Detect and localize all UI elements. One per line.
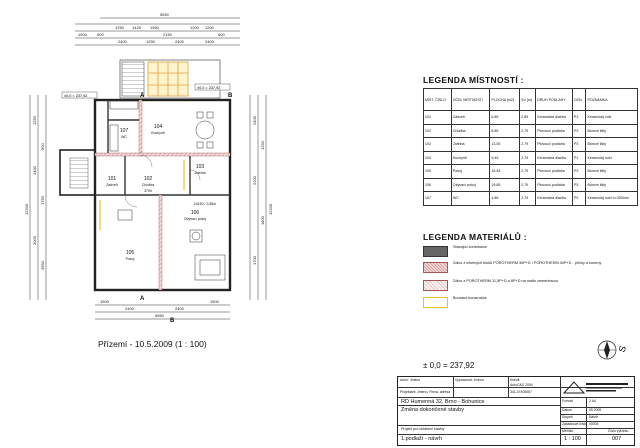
table-cell: 2,79: [520, 124, 536, 138]
table-cell: 2,79: [520, 192, 536, 206]
table-cell: 4,85: [490, 192, 520, 206]
table-cell: 8,85: [490, 124, 520, 138]
room-label-101: 101: [107, 176, 117, 182]
svg-text:B: B: [228, 93, 233, 99]
table-cell: 2,79: [520, 165, 536, 179]
address-label: Projektant: Jméno, Firma, adresa: [400, 390, 451, 394]
table-cell: 106: [424, 178, 452, 192]
room-label-107: 107: [119, 128, 129, 134]
dimension-texts-right: [252, 115, 273, 265]
job-number-value: 00004: [589, 422, 599, 426]
table-cell: Pokoj: [451, 165, 489, 179]
table-cell: Borové lišty: [586, 124, 638, 138]
swatch-demolished: [423, 297, 448, 308]
room-name-102: Chodba: [141, 183, 155, 187]
phone-label: 341-07405067: [510, 390, 532, 394]
col-note: POZNÁMKA: [586, 89, 638, 111]
svg-text:1550: 1550: [150, 25, 159, 30]
svg-text:12200: 12200: [268, 203, 273, 215]
svg-text:3550: 3550: [40, 261, 45, 270]
table-cell: P2: [572, 192, 585, 206]
table-cell: Keramický sokl h=300mm: [586, 192, 638, 206]
door-swings: [125, 155, 200, 207]
table-cell: 2,85: [520, 111, 536, 125]
svg-text:2400: 2400: [118, 39, 127, 44]
job-number-label: Zakázkové číslo: [562, 422, 587, 426]
col-number: MÍST. ČÍSLO: [424, 89, 452, 111]
svg-text:1500: 1500: [100, 299, 109, 304]
table-cell: Keramická dlažba: [536, 151, 573, 165]
col-area: PLOCHA [m2]: [490, 89, 520, 111]
living-furniture: [118, 210, 225, 280]
table-cell: 104: [424, 151, 452, 165]
interior-walls: [95, 100, 230, 290]
svg-text:900: 900: [40, 143, 45, 150]
svg-text:1500: 1500: [78, 32, 87, 37]
svg-text:1250: 1250: [146, 39, 155, 44]
room-name-103: Jídelna: [194, 171, 206, 175]
scale-value: 1 : 100: [564, 436, 581, 442]
material-label: Stávající konstrukce: [453, 245, 487, 249]
room-label-102: 102: [143, 176, 153, 182]
table-cell: 105: [424, 165, 452, 179]
checked-label: Kreslil:: [510, 378, 521, 382]
sheet-title: 1.podlaží - návrh: [401, 436, 442, 442]
svg-text:1400: 1400: [32, 166, 37, 175]
dimension-texts-top: [78, 12, 225, 44]
title-block: [397, 376, 635, 446]
swatch-porotherm: [423, 262, 448, 273]
room-name-101: Zádveří: [106, 183, 118, 187]
table-cell: Plovoucí podlaha: [536, 178, 573, 192]
author-label: Autor: Jméno: [400, 378, 421, 382]
stage-value: Návrh: [589, 415, 599, 419]
svg-text:A: A: [140, 93, 145, 99]
room-name-106: Obývací pokoj: [183, 217, 207, 221]
svg-text:2150: 2150: [163, 32, 172, 37]
entrance-steps: [70, 158, 88, 188]
table-cell: P3: [572, 178, 585, 192]
project-subtitle: Změna dokončené stavby: [401, 407, 464, 413]
north-arrow-icon: [595, 335, 631, 365]
table-cell: 19,85: [490, 178, 520, 192]
svg-text:5550: 5550: [155, 313, 164, 318]
table-cell: P3: [572, 124, 585, 138]
col-floor: DRUH PODLAHY: [536, 89, 573, 111]
table-cell: 103: [424, 138, 452, 152]
svg-text:2400: 2400: [175, 306, 184, 311]
svg-text:1750: 1750: [40, 196, 45, 205]
svg-text:S: S: [616, 344, 629, 354]
sheet-number-value: 007: [612, 436, 622, 442]
table-cell: 2,79: [520, 138, 536, 152]
table-cell: Borové lišty: [586, 165, 638, 179]
svg-text:5550: 5550: [160, 12, 169, 17]
svg-text:B: B: [170, 318, 175, 324]
table-cell: Plovoucí podlaha: [536, 165, 573, 179]
stage-label: Stupeň: [562, 415, 573, 419]
table-cell: Zádveří: [451, 111, 489, 125]
svg-text:900: 900: [97, 32, 104, 37]
stairs-exterior: [122, 62, 144, 96]
table-row: [424, 111, 638, 125]
table-header-row: [424, 89, 638, 111]
format-value: 2 A4: [589, 399, 596, 403]
col-height: SV [m]: [520, 89, 536, 111]
svg-text:1250: 1250: [32, 116, 37, 125]
date-value: 05.2009: [589, 408, 602, 412]
table-cell: 13,05: [490, 138, 520, 152]
rooms-legend-table: [423, 88, 638, 206]
terrace-grid-yellow: [148, 62, 188, 96]
table-cell: P1: [572, 151, 585, 165]
room-label-103: 103: [195, 164, 205, 170]
svg-text:1425: 1425: [132, 25, 141, 30]
svg-text:1250: 1250: [115, 25, 124, 30]
swatch-partition: [423, 280, 448, 291]
table-cell: Borové lišty: [586, 178, 638, 192]
table-cell: Plovoucí podlaha: [536, 124, 573, 138]
svg-text:1200: 1200: [190, 25, 199, 30]
table-cell: Borové lišty: [586, 138, 638, 152]
swatch-existing: [423, 246, 448, 257]
svg-text:1500: 1500: [210, 299, 219, 304]
table-cell: Kuchyně: [451, 151, 489, 165]
room-name-105: Pokoj: [125, 257, 135, 261]
table-cell: Jídelna: [451, 138, 489, 152]
room-dim-102: 3700: [144, 189, 152, 193]
svg-text:600: 600: [218, 32, 225, 37]
svg-text:1800: 1800: [260, 216, 265, 225]
table-cell: P1: [572, 111, 585, 125]
material-label: Bourané konstrukce: [453, 296, 487, 300]
table-cell: P3: [572, 138, 585, 152]
dimension-texts-left: [24, 115, 45, 270]
table-cell: Keramický sokl: [586, 151, 638, 165]
table-row: [424, 138, 638, 152]
project-stage: Projekt pro ohlášení stavby: [401, 427, 445, 431]
dimension-texts-bottom: [100, 299, 220, 318]
legend-rooms-title: LEGENDA MÍSTNOSTÍ :: [423, 75, 524, 85]
level-note: ± 0,0 = 237,92: [423, 361, 475, 370]
svg-text:2400: 2400: [125, 306, 134, 311]
legend-materials-title: LEGENDA MATERIÁLŮ :: [423, 232, 527, 242]
room-label-104: 104: [153, 124, 163, 130]
svg-text:A: A: [140, 296, 145, 302]
room-name-104: Kuchyně: [151, 131, 165, 135]
svg-text:3000: 3000: [32, 236, 37, 245]
company-logo: [562, 379, 632, 395]
table-row: [424, 165, 638, 179]
project-name: RD Humenná 32, Brno - Bohunice: [401, 399, 485, 405]
material-label: Zdivo z POROTHERM 11,5P+D a 8P+D na maltu cementovou: [453, 279, 558, 283]
table-row: [424, 192, 638, 206]
svg-text:2200: 2200: [252, 176, 257, 185]
svg-text:±0,0 = 237,92: ±0,0 = 237,92: [64, 94, 88, 98]
table-cell: P3: [572, 165, 585, 179]
room-name-107: WC: [121, 135, 127, 139]
svg-text:±0,0 = 237,92: ±0,0 = 237,92: [197, 86, 221, 90]
svg-text:1200: 1200: [205, 25, 214, 30]
svg-text:2400: 2400: [205, 39, 214, 44]
window-note: 24160 / 2,85m: [193, 202, 217, 206]
table-cell: 2,79: [520, 178, 536, 192]
table-cell: 9,45: [490, 151, 520, 165]
table-cell: 6,85: [490, 111, 520, 125]
table-cell: 102: [424, 124, 452, 138]
room-label-106: 106: [190, 210, 200, 216]
table-cell: Obývací pokoj: [451, 178, 489, 192]
table-row: [424, 151, 638, 165]
table-cell: Keramický rošt: [586, 111, 638, 125]
svg-text:12200: 12200: [24, 203, 29, 215]
table-cell: 16,45: [490, 165, 520, 179]
scale-label: Měřítko: [562, 429, 574, 433]
room-label-105: 105: [125, 250, 135, 256]
svg-text:1700: 1700: [252, 256, 257, 265]
material-label: Zdivo z cihelných bloků POROTHERM 30P+D / POROTHERM 40P+D - příčky a komíny: [453, 261, 602, 265]
drawn-label: Vypracoval: Jméno: [455, 378, 484, 382]
software-label: AutoCAD 2004: [510, 383, 533, 387]
sheet-number-label: Číslo výkresu: [608, 429, 629, 433]
date-label: Datum: [562, 408, 572, 412]
table-cell: WC: [451, 192, 489, 206]
svg-text:2400: 2400: [175, 39, 184, 44]
svg-text:1250: 1250: [260, 141, 265, 150]
table-row: [424, 124, 638, 138]
format-label: Formát: [562, 399, 573, 403]
table-cell: Chodba: [451, 124, 489, 138]
svg-text:2400: 2400: [252, 116, 257, 125]
col-code: OZN.: [572, 89, 585, 111]
plan-caption: Přízemí - 10.5.2009 (1 : 100): [98, 339, 207, 349]
table-cell: Keramická dlažba: [536, 192, 573, 206]
table-cell: 2,79: [520, 151, 536, 165]
table-row: [424, 178, 638, 192]
level-tags: [62, 84, 230, 98]
col-purpose: ÚČEL MÍSTNOSTI: [451, 89, 489, 111]
table-cell: Keramická dlažba: [536, 111, 573, 125]
table-cell: 101: [424, 111, 452, 125]
table-cell: 107: [424, 192, 452, 206]
table-cell: Plovoucí podlaha: [536, 138, 573, 152]
